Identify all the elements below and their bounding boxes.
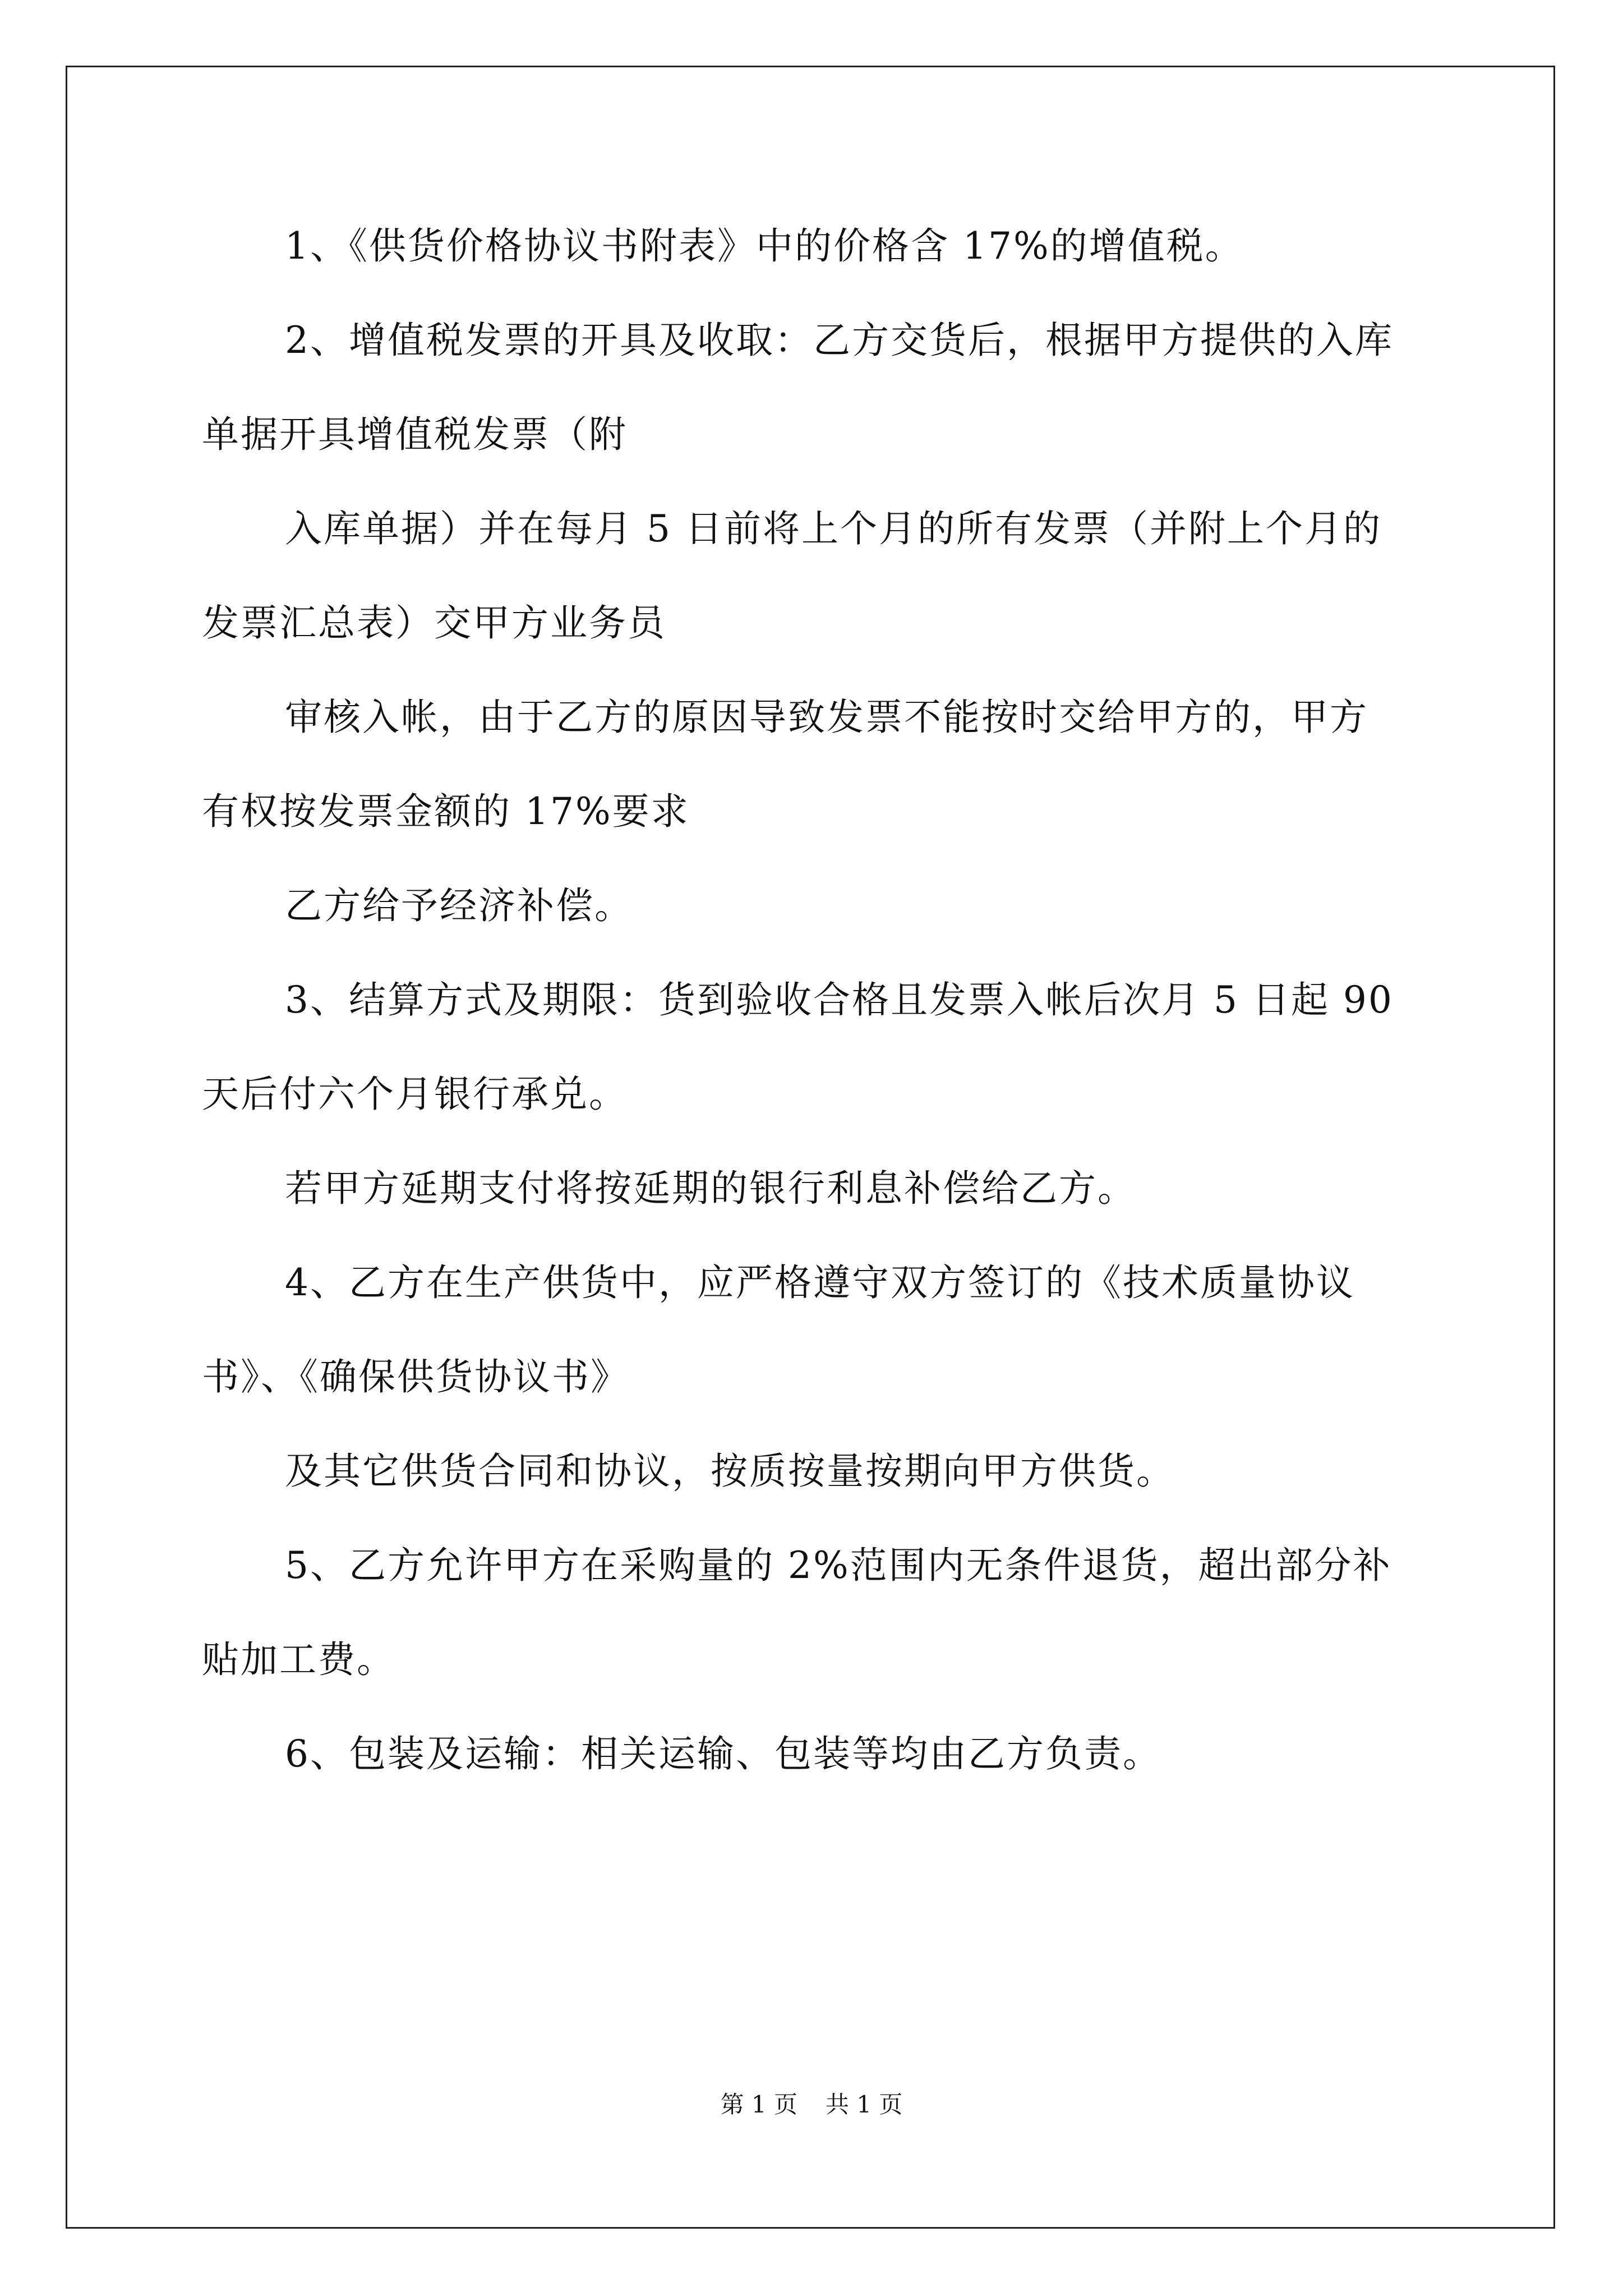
paragraph-line: 1、《供货价格协议书附表》中的价格含 17%的增值税。 xyxy=(285,224,1244,268)
paragraph-line: 乙方给予经济补偿。 xyxy=(285,884,633,927)
paragraph-line: 贴加工费。 xyxy=(202,1638,395,1681)
paragraph-line: 天后付六个月银行承兑。 xyxy=(202,1073,628,1116)
paragraph-line: 5、乙方允许甲方在采购量的 2%范围内无条件退货，超出部分补 xyxy=(285,1544,1392,1587)
paragraph-line: 及其它供货合同和协议，按质按量按期向甲方供货。 xyxy=(285,1450,1175,1493)
page-number: 第 1 页 xyxy=(720,2091,797,2118)
paragraph-line: 单据开具增值税发票（附 xyxy=(202,413,628,456)
paragraph-line: 发票汇总表）交甲方业务员 xyxy=(202,601,666,645)
paragraph-line: 审核入帐，由于乙方的原因导致发票不能按时交给甲方的，甲方 xyxy=(285,696,1368,739)
page-footer xyxy=(0,2088,1623,2122)
paragraph-line: 2、增值税发票的开具及收取：乙方交货后，根据甲方提供的入库 xyxy=(285,319,1394,362)
document-body xyxy=(202,199,1430,1801)
paragraph-line: 4、乙方在生产供货中，应严格遵守双方签订的《技术质量协议 xyxy=(285,1261,1355,1304)
paragraph-line: 3、结算方式及期限：货到验收合格且发票入帐后次月 5 日起 90 xyxy=(285,978,1394,1022)
paragraph-line: 入库单据）并在每月 5 日前将上个月的所有发票（并附上个月的 xyxy=(285,507,1382,550)
page-total: 共 1 页 xyxy=(826,2091,903,2118)
paragraph-line: 有权按发票金额的 17%要求 xyxy=(202,790,690,833)
paragraph-line: 若甲方延期支付将按延期的银行利息补偿给乙方。 xyxy=(285,1167,1136,1210)
paragraph-line: 书》、《确保供货协议书》 xyxy=(202,1355,629,1398)
paragraph-line: 6、包装及运输：相关运输、包装等均由乙方负责。 xyxy=(285,1732,1161,1775)
